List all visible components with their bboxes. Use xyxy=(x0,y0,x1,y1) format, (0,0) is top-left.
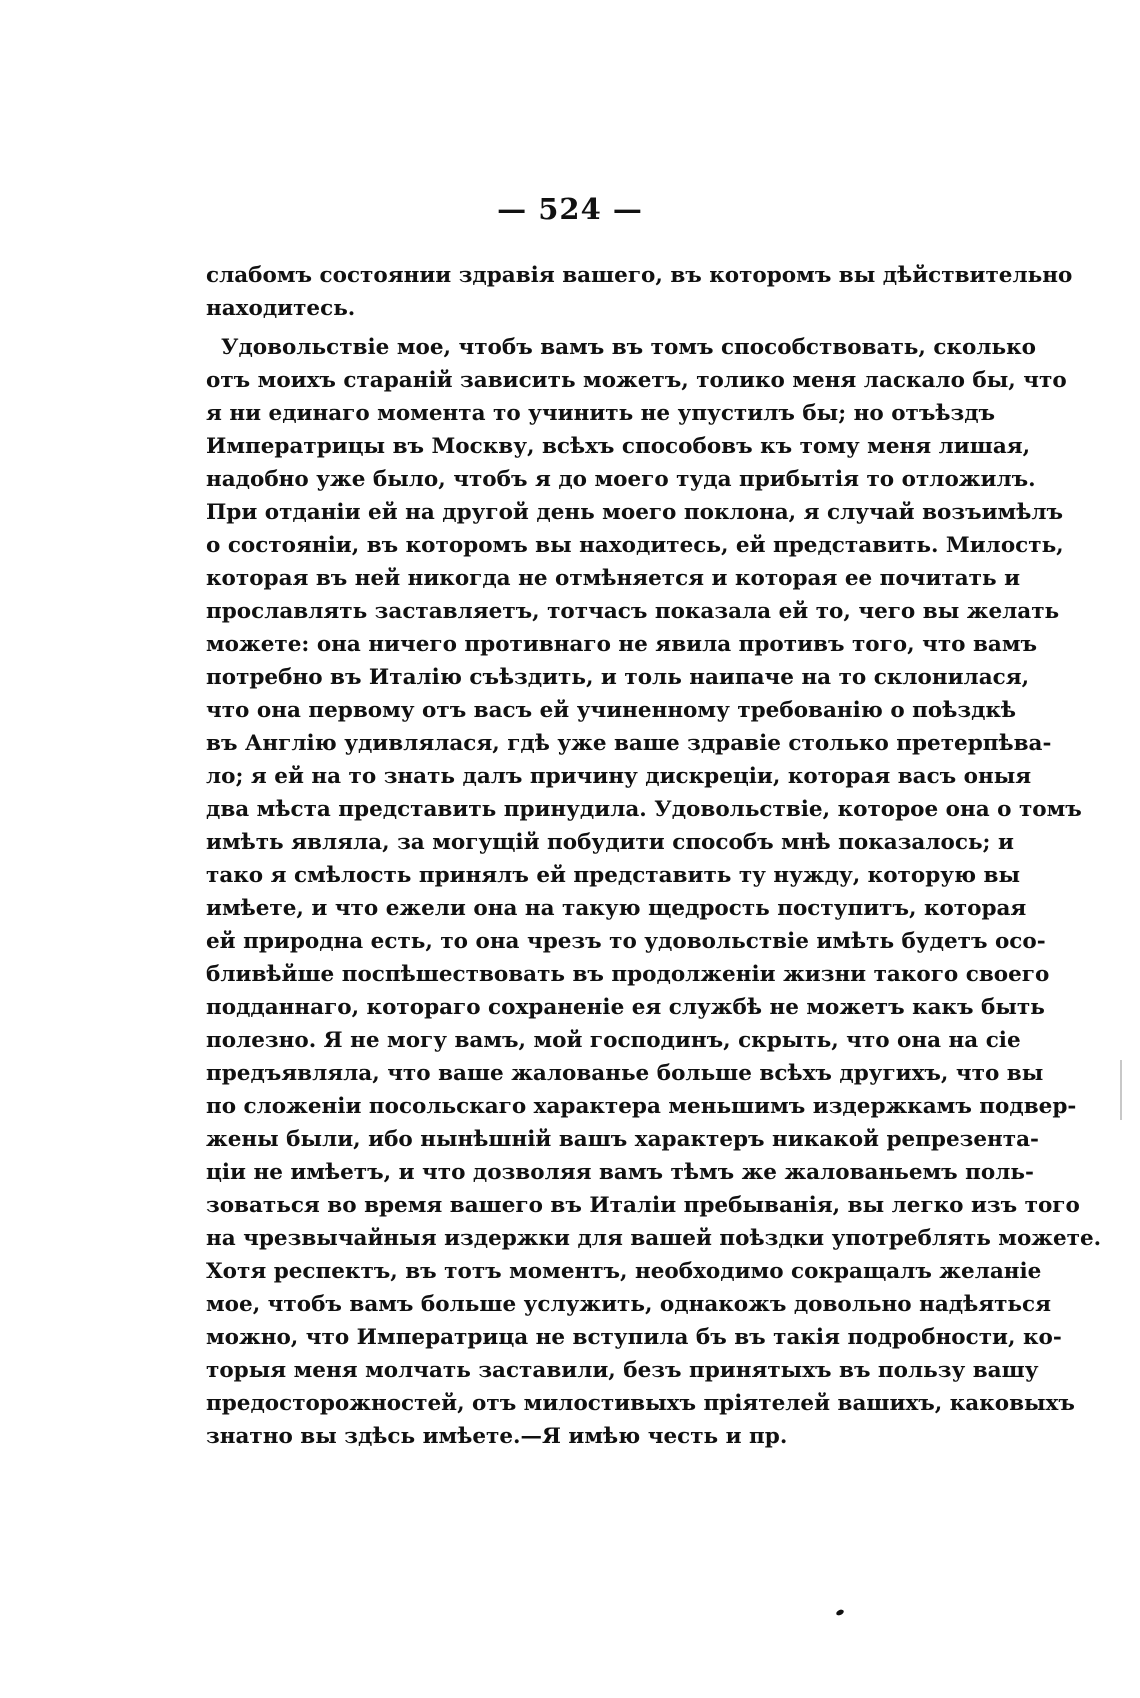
text-line: на чрезвычайныя издержки для вашей поѣздки употреблять можете. xyxy=(206,1226,1102,1251)
text-line: о состояніи, въ которомъ вы находитесь, ей представить. Милость, xyxy=(206,533,1064,558)
text-line: предъявляла, что ваше жалованье больше всѣхъ другихъ, что вы xyxy=(206,1061,1044,1086)
text-line: слабомъ состоянии здравія вашего, въ которомъ вы дѣйствительно xyxy=(206,263,1073,288)
text-line: ціи не имѣетъ, и что дозволяя вамъ тѣмъ же жалованьемъ поль- xyxy=(206,1160,1034,1185)
text-line: можете: она ничего противнаго не явила противъ того, что вамъ xyxy=(206,632,1038,657)
text-line: я ни единаго момента то учинить не упустилъ бы; но отъѣздъ xyxy=(206,401,996,426)
page-number: — 524 — xyxy=(497,192,643,226)
text-line: имѣете, и что ежели она на такую щедрость поступитъ, которая xyxy=(206,896,1027,921)
text-line: по сложеніи посольскаго характера меньшимъ издержкамъ подвер- xyxy=(206,1094,1077,1119)
text-line: надобно уже было, чтобъ я до моего туда прибытія то отложилъ. xyxy=(206,467,1036,492)
text-line: бливѣйше поспѣшествовать въ продолженіи жизни такого своего xyxy=(206,962,1050,987)
text-line: въ Англію удивлялася, гдѣ уже ваше здравіе столько претерпѣва- xyxy=(206,731,1052,756)
text-line: Императрицы въ Москву, всѣхъ способовъ къ тому меня лишая, xyxy=(206,434,1031,459)
ink-speck xyxy=(835,1609,844,1617)
text-line: потребно въ Италію съѣздить, и толь наипаче на то склонилася, xyxy=(206,665,1030,690)
paragraph xyxy=(206,259,1073,325)
text-line: тако я смѣлость принялъ ей представить ту нужду, которую вы xyxy=(206,863,1021,888)
text-line: торыя меня молчать заставили, безъ принятыхъ въ пользу вашу xyxy=(206,1358,1039,1383)
text-line: ей природна есть, то она чрезъ то удовольствіе имѣть будетъ осо- xyxy=(206,929,1046,954)
margin-scan-mark xyxy=(1120,1060,1122,1120)
text-line: полезно. Я не могу вамъ, мой господинъ, скрыть, что она на сіе xyxy=(206,1028,1021,1053)
text-line: которая въ ней никогда не отмѣняется и которая ее почитать и xyxy=(206,566,1021,591)
text-line: можно, что Императрица не вступила бъ въ такія подробности, ко- xyxy=(206,1325,1062,1350)
text-line: имѣть являла, за могущій побудити способъ мнѣ показалось; и xyxy=(206,830,1014,855)
text-line: предосторожностей, отъ милостивыхъ пріятелей вашихъ, каковыхъ xyxy=(206,1391,1075,1416)
text-line: Удовольствіе мое, чтобъ вамъ въ томъ способствовать, сколько xyxy=(221,335,1036,360)
text-line: зоваться во время вашего въ Италіи пребыванія, вы легко изъ того xyxy=(206,1193,1080,1218)
text-line: ло; я ей на то знать далъ причину дискреціи, которая васъ оныя xyxy=(206,764,1032,789)
text-line: находитесь. xyxy=(206,296,356,321)
text-line: При отданіи ей на другой день моего поклона, я случай возъимѣлъ xyxy=(206,500,1063,525)
paragraph xyxy=(206,331,1102,1453)
text-line: жены были, ибо нынѣшній вашъ характеръ никакой репрезента- xyxy=(206,1127,1039,1152)
text-line: прославлять заставляетъ, тотчасъ показала ей то, чего вы желать xyxy=(206,599,1060,624)
text-line: знатно вы здѣсь имѣете.—Я имѣю честь и пр. xyxy=(206,1424,788,1449)
text-line: подданнаго, котораго сохраненіе ея службѣ не можетъ какъ быть xyxy=(206,995,1045,1020)
text-line: два мѣста представить принудила. Удовольствіе, которое она о томъ xyxy=(206,797,1082,822)
text-line: мое, чтобъ вамъ больше услужить, однакожъ довольно надѣяться xyxy=(206,1292,1051,1317)
text-line: что она первому отъ васъ ей учиненному требованію о поѣздкѣ xyxy=(206,698,1017,723)
text-line: отъ моихъ стараній зависить можетъ, толико меня ласкало бы, что xyxy=(206,368,1067,393)
text-line: Хотя респектъ, въ тотъ моментъ, необходимо сокращалъ желаніе xyxy=(206,1259,1042,1284)
body-text xyxy=(206,259,1102,1453)
